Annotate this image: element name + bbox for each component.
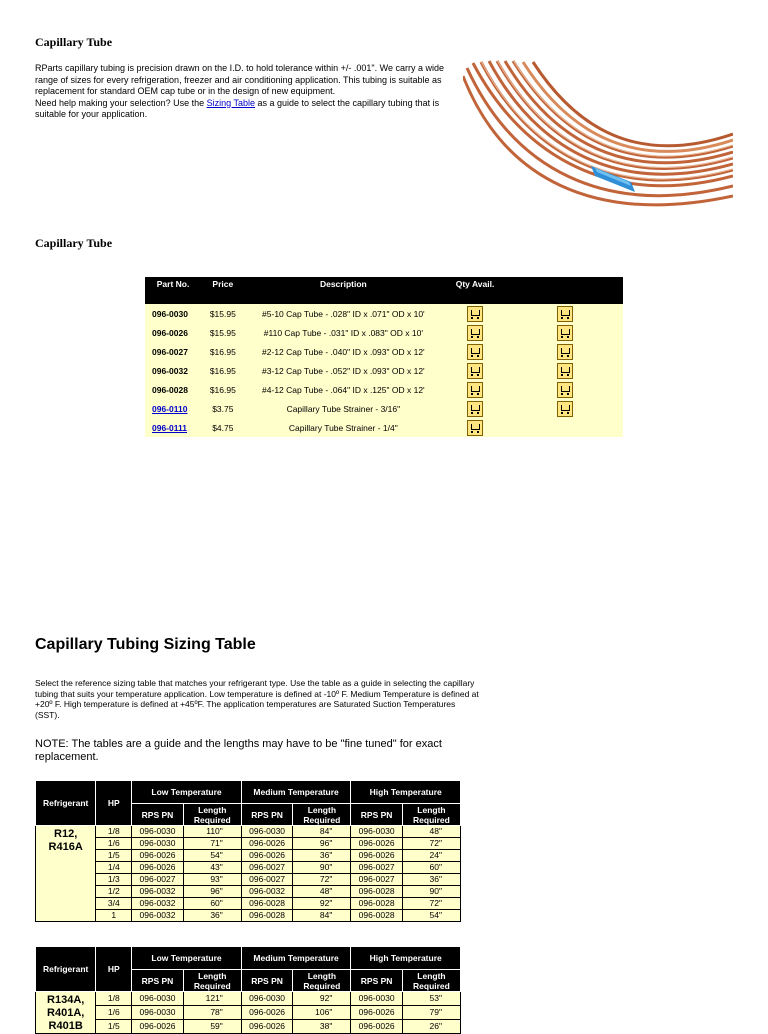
rps-pn-value: 096-0027 — [351, 862, 403, 874]
part-number-text: 096-0028 — [152, 384, 188, 395]
col-header-rps-pn: RPS PN — [132, 804, 184, 826]
add-to-cart-icon[interactable] — [557, 344, 573, 360]
refrigerant-name: R134A, R401A, R401B — [36, 992, 96, 1034]
hp-value: 1/5 — [96, 1020, 132, 1034]
length-value: 92" — [293, 992, 351, 1006]
col-header-qty: Qty Avail. — [442, 277, 508, 304]
col-header-length: Length Required — [183, 804, 241, 826]
length-value: 48" — [402, 826, 460, 838]
qty-cell — [442, 418, 508, 437]
hp-value: 1/3 — [96, 874, 132, 886]
qty-cart-icon[interactable] — [467, 306, 483, 322]
length-value: 24" — [402, 850, 460, 862]
rps-pn-value: 096-0026 — [132, 1020, 184, 1034]
rps-pn-value: 096-0028 — [241, 898, 293, 910]
description: #4-12 Cap Tube - .064" ID x .125" OD x 12' — [245, 380, 443, 399]
rps-pn-value: 096-0027 — [241, 874, 293, 886]
rps-pn-value: 096-0032 — [132, 886, 184, 898]
part-number — [145, 361, 201, 380]
refrigerant-name: R12, R416A — [36, 826, 96, 922]
rps-pn-value: 096-0030 — [241, 826, 293, 838]
rps-pn-value: 096-0030 — [351, 992, 403, 1006]
sizing-row — [36, 874, 461, 886]
rps-pn-value: 096-0026 — [132, 862, 184, 874]
qty-cart-icon[interactable] — [467, 420, 483, 436]
qty-cell — [442, 380, 508, 399]
capillary-tube-photo — [463, 58, 733, 224]
part-number-text: 096-0027 — [152, 346, 188, 357]
length-value: 60" — [183, 898, 241, 910]
part-number — [145, 323, 201, 342]
part-number[interactable] — [145, 418, 201, 437]
col-header-length: Length Required — [293, 804, 351, 826]
qty-cart-icon[interactable] — [467, 382, 483, 398]
rps-pn-value: 096-0026 — [351, 838, 403, 850]
rps-pn-value: 096-0028 — [241, 910, 293, 922]
col-header-medium-temp: Medium Temperature — [241, 781, 351, 804]
add-to-cart-cell — [508, 361, 623, 380]
part-number — [145, 380, 201, 399]
col-header-hp: HP — [96, 781, 132, 826]
part-number[interactable] — [145, 399, 201, 418]
length-value: 53" — [402, 992, 460, 1006]
parts-table-row — [145, 304, 623, 323]
part-number-text: 096-0026 — [152, 327, 188, 338]
col-header-rps-pn: RPS PN — [351, 970, 403, 992]
sizing-row — [36, 826, 461, 838]
length-value: 54" — [183, 850, 241, 862]
qty-cell — [442, 323, 508, 342]
sizing-row — [36, 886, 461, 898]
length-value: 78" — [183, 1006, 241, 1020]
rps-pn-value: 096-0028 — [351, 910, 403, 922]
length-value: 38" — [293, 1020, 351, 1034]
rps-pn-value: 096-0026 — [132, 850, 184, 862]
col-header-high-temp: High Temperature — [351, 947, 461, 970]
col-header-hp: HP — [96, 947, 132, 992]
hp-value: 1 — [96, 910, 132, 922]
price: $16.95 — [201, 380, 244, 399]
qty-cart-icon[interactable] — [467, 325, 483, 341]
rps-pn-value: 096-0030 — [351, 826, 403, 838]
qty-cart-icon[interactable] — [467, 363, 483, 379]
rps-pn-value: 096-0027 — [351, 874, 403, 886]
section-title: Capillary Tube — [35, 236, 113, 250]
length-value: 36" — [183, 910, 241, 922]
qty-cell — [442, 304, 508, 323]
parts-table-row — [145, 342, 623, 361]
length-value: 48" — [293, 886, 351, 898]
hp-value: 1/4 — [96, 862, 132, 874]
qty-cell — [442, 361, 508, 380]
add-to-cart-icon[interactable] — [557, 382, 573, 398]
length-value: 54" — [402, 910, 460, 922]
sizing-row — [36, 910, 461, 922]
length-value: 90" — [293, 862, 351, 874]
length-value: 121" — [183, 992, 241, 1006]
col-header-medium-temp: Medium Temperature — [241, 947, 351, 970]
col-header-length: Length Required — [183, 970, 241, 992]
length-value: 72" — [402, 898, 460, 910]
price: $4.75 — [201, 418, 244, 437]
length-value: 71" — [183, 838, 241, 850]
sizing-row — [36, 850, 461, 862]
sizing-row — [36, 838, 461, 850]
intro-paragraph: RParts capillary tubing is precision drawn on the I.D. to hold tolerance within +/- .001". We carry a wide range of sizes for every refrigeration, freezer and air conditioning application. This tubing is suitable as replacement for standard OEM cap tube or in the design of new equipment. — [35, 63, 444, 96]
add-to-cart-cell — [508, 380, 623, 399]
add-to-cart-cell — [508, 342, 623, 361]
sizing-header-row — [36, 947, 461, 970]
parts-table — [145, 277, 623, 437]
part-number-link[interactable]: 096-0110 — [152, 403, 188, 414]
qty-cell — [442, 399, 508, 418]
col-header-refrigerant: Refrigerant — [36, 947, 96, 992]
parts-table-row — [145, 418, 623, 437]
price: $15.95 — [201, 323, 244, 342]
price: $16.95 — [201, 361, 244, 380]
hp-value: 1/8 — [96, 826, 132, 838]
sizing-row — [36, 992, 461, 1006]
add-to-cart-icon[interactable] — [557, 325, 573, 341]
col-header-rps-pn: RPS PN — [241, 970, 293, 992]
sizing-description: Select the reference sizing table that matches your refrigerant type. Use the table as a guide in selecting the capillary tubing that suits your temperature application. Low temperature is defined at -10º F. Medium Temperature is defined at +20º F. High temperature is defined at +45ºF. The application temperatures are Saturated Suction Temperatures (SST). — [35, 678, 479, 720]
rps-pn-value: 096-0028 — [351, 898, 403, 910]
col-header-low-temp: Low Temperature — [132, 947, 242, 970]
length-value: 92" — [293, 898, 351, 910]
rps-pn-value: 096-0026 — [351, 850, 403, 862]
col-header-length: Length Required — [293, 970, 351, 992]
parts-table-row — [145, 323, 623, 342]
qty-cell — [442, 342, 508, 361]
sizing-row — [36, 1006, 461, 1020]
rps-pn-value: 096-0032 — [132, 910, 184, 922]
length-value: 79" — [402, 1006, 460, 1020]
length-value: 36" — [402, 874, 460, 886]
sizing-note: NOTE: The tables are a guide and the lengths may have to be "fine tuned" for exact replacement. — [35, 738, 442, 763]
rps-pn-value: 096-0030 — [241, 992, 293, 1006]
col-header-high-temp: High Temperature — [351, 781, 461, 804]
add-to-cart-icon[interactable] — [557, 363, 573, 379]
col-header-length: Length Required — [402, 970, 460, 992]
col-header-part-no: Part No. — [145, 277, 201, 304]
col-header-refrigerant: Refrigerant — [36, 781, 96, 826]
length-value: 96" — [183, 886, 241, 898]
part-number-text: 096-0030 — [152, 308, 188, 319]
rps-pn-value: 096-0032 — [132, 898, 184, 910]
rps-pn-value: 096-0026 — [241, 1006, 293, 1020]
description: #110 Cap Tube - .031" ID x .083" OD x 10' — [245, 323, 443, 342]
sizing-table-title: Capillary Tubing Sizing Table — [35, 636, 256, 653]
length-value: 84" — [293, 910, 351, 922]
col-header-low-temp: Low Temperature — [132, 781, 242, 804]
rps-pn-value: 096-0027 — [241, 862, 293, 874]
qty-cart-icon[interactable] — [467, 401, 483, 417]
part-number-text: 096-0032 — [152, 365, 188, 376]
length-value: 72" — [402, 838, 460, 850]
part-number — [145, 304, 201, 323]
rps-pn-value: 096-0032 — [241, 886, 293, 898]
length-value: 110" — [183, 826, 241, 838]
hp-value: 1/6 — [96, 1006, 132, 1020]
rps-pn-value: 096-0026 — [241, 850, 293, 862]
length-value: 60" — [402, 862, 460, 874]
add-to-cart-cell — [508, 418, 623, 437]
description: Capillary Tube Strainer - 3/16" — [245, 399, 443, 418]
rps-pn-value: 096-0030 — [132, 1006, 184, 1020]
rps-pn-value: 096-0030 — [132, 838, 184, 850]
length-value: 43" — [183, 862, 241, 874]
length-value: 59" — [183, 1020, 241, 1034]
hp-value: 3/4 — [96, 898, 132, 910]
price: $16.95 — [201, 342, 244, 361]
intro-text — [35, 63, 460, 121]
col-header-description: Description — [245, 277, 443, 304]
description: #2-12 Cap Tube - .040" ID x .093" OD x 12' — [245, 342, 443, 361]
rps-pn-value: 096-0026 — [241, 1020, 293, 1034]
parts-table-header — [145, 277, 623, 304]
rps-pn-value: 096-0030 — [132, 826, 184, 838]
part-number-link[interactable]: 096-0111 — [152, 422, 187, 433]
col-header-rps-pn: RPS PN — [241, 804, 293, 826]
parts-table-row — [145, 361, 623, 380]
description: #5-10 Cap Tube - .028" ID x .071" OD x 10' — [245, 304, 443, 323]
rps-pn-value: 096-0026 — [241, 838, 293, 850]
description: Capillary Tube Strainer - 1/4" — [245, 418, 443, 437]
hp-value: 1/8 — [96, 992, 132, 1006]
add-to-cart-cell — [508, 323, 623, 342]
sizing-row — [36, 862, 461, 874]
part-number — [145, 342, 201, 361]
length-value: 36" — [293, 850, 351, 862]
rps-pn-value: 096-0030 — [132, 992, 184, 1006]
sizing-table-r12 — [35, 780, 461, 922]
hp-value: 1/6 — [96, 838, 132, 850]
sizing-table-link[interactable]: Sizing Table — [206, 97, 255, 108]
length-value: 90" — [402, 886, 460, 898]
sizing-row — [36, 898, 461, 910]
intro-help-text-end: as a guide to select the capillary tubing that is suitable for your application. — [35, 97, 440, 119]
page-title: Capillary Tube — [35, 35, 113, 49]
add-to-cart-cell — [508, 304, 623, 323]
sizing-row — [36, 1020, 461, 1034]
qty-cart-icon[interactable] — [467, 344, 483, 360]
rps-pn-value: 096-0027 — [132, 874, 184, 886]
rps-pn-value: 096-0026 — [351, 1020, 403, 1034]
col-header-rps-pn: RPS PN — [351, 804, 403, 826]
price: $15.95 — [201, 304, 244, 323]
hp-value: 1/2 — [96, 886, 132, 898]
add-to-cart-cell — [508, 399, 623, 418]
length-value: 26" — [402, 1020, 460, 1034]
intro-help-text: Need help making your selection? Use the — [35, 97, 207, 108]
sizing-table-r134a — [35, 946, 461, 1034]
length-value: 72" — [293, 874, 351, 886]
col-header-cart — [508, 277, 623, 304]
parts-table-row — [145, 399, 623, 418]
parts-table-row — [145, 380, 623, 399]
col-header-length: Length Required — [402, 804, 460, 826]
col-header-rps-pn: RPS PN — [132, 970, 184, 992]
length-value: 96" — [293, 838, 351, 850]
sizing-header-row — [36, 781, 461, 804]
col-header-price: Price — [201, 277, 244, 304]
length-value: 93" — [183, 874, 241, 886]
hp-value: 1/5 — [96, 850, 132, 862]
description: #3-12 Cap Tube - .052" ID x .093" OD x 12' — [245, 361, 443, 380]
length-value: 106" — [293, 1006, 351, 1020]
rps-pn-value: 096-0026 — [351, 1006, 403, 1020]
rps-pn-value: 096-0028 — [351, 886, 403, 898]
length-value: 84" — [293, 826, 351, 838]
add-to-cart-icon[interactable] — [557, 401, 573, 417]
price: $3.75 — [201, 399, 244, 418]
add-to-cart-icon[interactable] — [557, 306, 573, 322]
